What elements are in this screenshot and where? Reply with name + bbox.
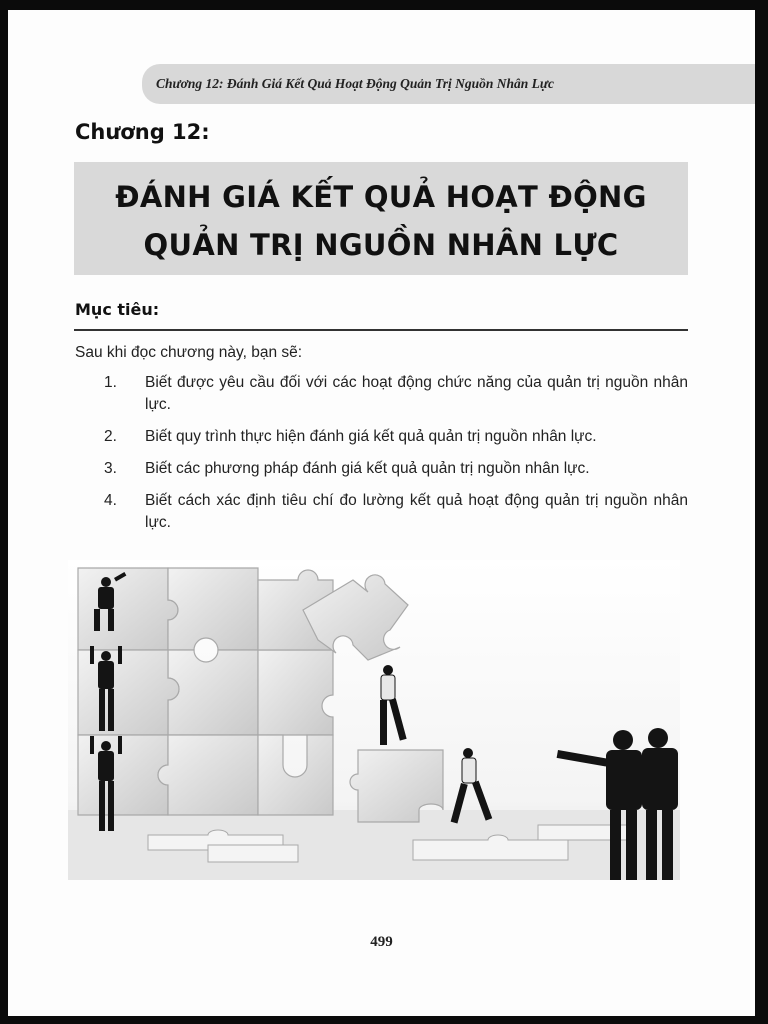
chapter-title-line-2: QUẢN TRỊ NGUỒN NHÂN LỰC bbox=[143, 228, 619, 262]
objective-text: Biết cách xác định tiêu chí đo lường kết quả hoạt động quản trị nguồn nhân lực. bbox=[145, 492, 688, 531]
objective-text: Biết các phương pháp đánh giá kết quả quản trị nguồn nhân lực. bbox=[145, 460, 590, 477]
objective-number: 2. bbox=[104, 428, 117, 445]
objectives-intro: Sau khi đọc chương này, bạn sẽ: bbox=[75, 344, 303, 361]
objective-item bbox=[104, 458, 688, 480]
chapter-title-box bbox=[74, 162, 688, 275]
objective-text: Biết được yêu cầu đối với các hoạt động chức năng của quản trị nguồn nhân lực. bbox=[145, 374, 688, 413]
objectives-divider bbox=[74, 329, 688, 331]
objective-item bbox=[104, 490, 688, 534]
objective-item bbox=[104, 372, 688, 416]
objective-text: Biết quy trình thực hiện đánh giá kết quả quản trị nguồn nhân lực. bbox=[145, 428, 597, 445]
chapter-title-line-1: ĐÁNH GIÁ KẾT QUẢ HOẠT ĐỘNG bbox=[115, 180, 647, 214]
running-header-title: Chương 12: Đánh Giá Kết Quả Hoạt Động Quản Trị Nguồn Nhân Lực bbox=[156, 76, 554, 91]
book-page bbox=[8, 10, 755, 1016]
objective-number: 1. bbox=[104, 374, 117, 391]
chapter-label: Chương 12: bbox=[75, 120, 210, 144]
page-number: 499 bbox=[370, 934, 393, 950]
puzzle-wall bbox=[78, 568, 333, 815]
objective-number: 4. bbox=[104, 492, 117, 509]
objectives-heading: Mục tiêu: bbox=[75, 300, 160, 319]
objective-item bbox=[104, 426, 688, 448]
objectives-list bbox=[104, 372, 688, 544]
objective-number: 3. bbox=[104, 460, 117, 477]
puzzle-teamwork-illustration bbox=[68, 560, 680, 880]
